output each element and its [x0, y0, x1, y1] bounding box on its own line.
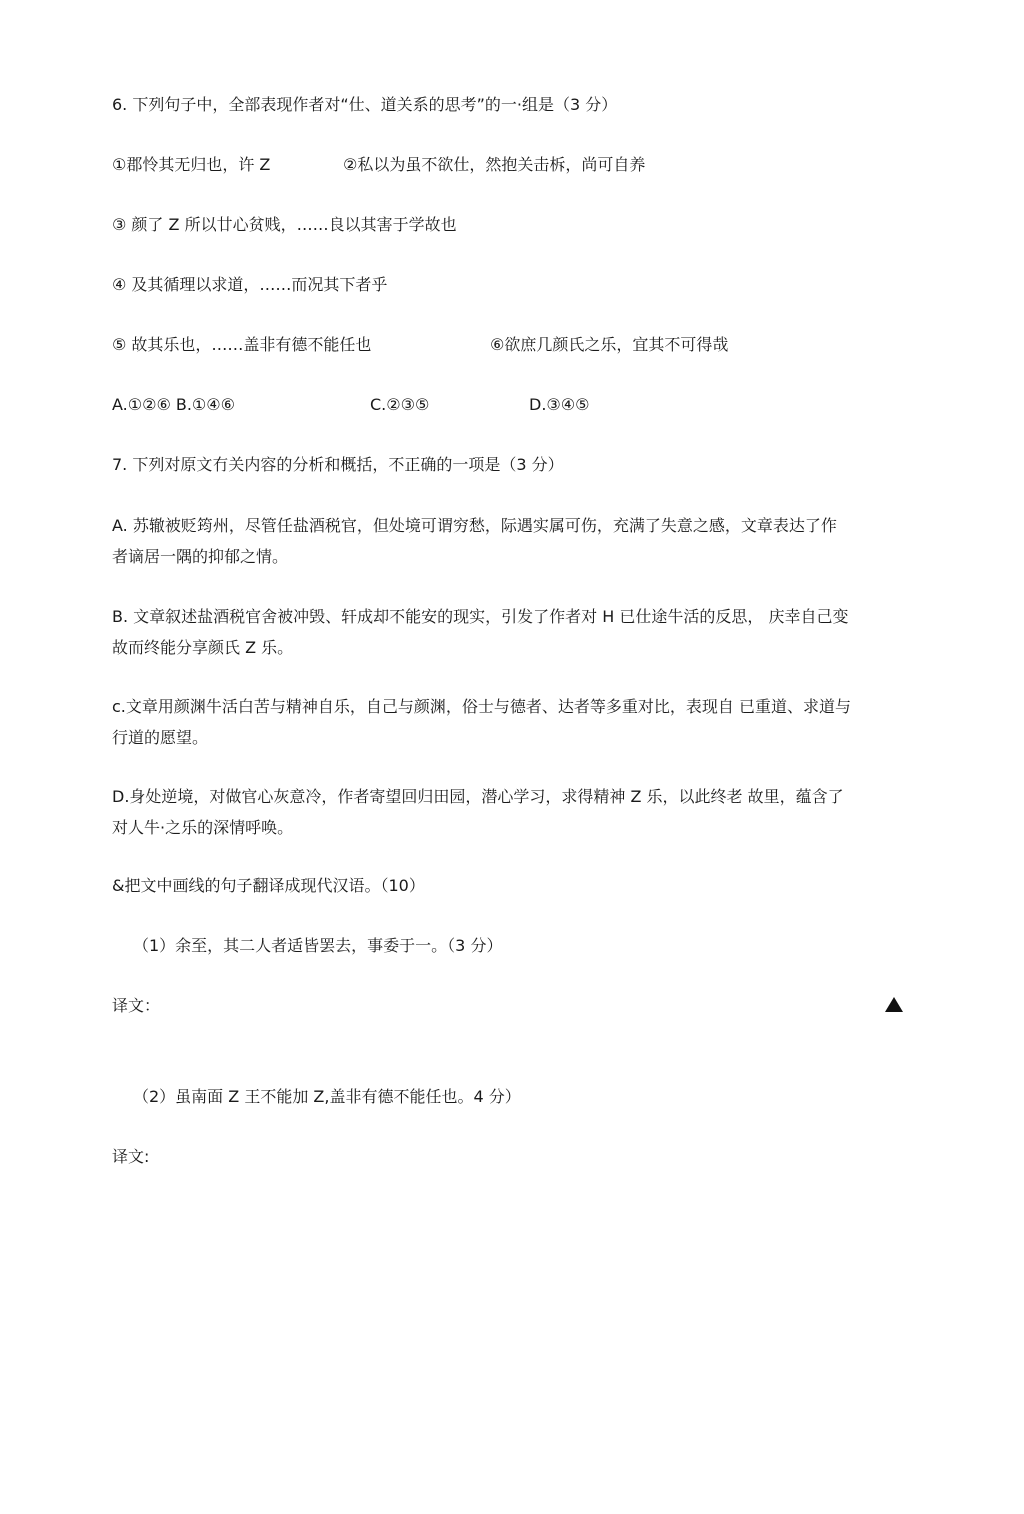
q6-item-5: ⑤ 故其乐也，……盖非有德不能任也: [112, 335, 372, 354]
q8-sentence-2: （2）虽南面 Z 王不能加 Z,盖非有德不能任也。4 分）: [133, 1087, 521, 1106]
q7-option-a: [112, 510, 912, 572]
q7-option-c-line-1: c.文章用颜渊牛活白苦与精神自乐，自己与颜渊，俗士与德者、达者等多重对比，表现自 已重道、求道与: [112, 697, 851, 716]
q6-item-1: ①郡怜其无归也，许 Z: [112, 155, 271, 174]
q7-option-b-line-2: 故而终能分享颜氏 Z 乐。: [112, 638, 294, 657]
q7-option-d-line-2: 对人牛·之乐的深情呼唤。: [112, 818, 294, 837]
q7-option-a-line-2: 者谪居一隅的抑郁之情。: [112, 547, 289, 566]
q8-sentence-1: （1）余至，其二人者适皆罢去，事委于一。（3 分）: [133, 936, 503, 955]
q8-translation-2-label: 译文:: [112, 1147, 150, 1166]
q6-item-2: ②私以为虽不欲仕，然抱关击柝，尚可自养: [343, 155, 646, 174]
q7-option-d-line-1: D.身处逆境，对做官心灰意冷，作者寄望回归田园，潜心学习，求得精神 Z 乐，以此终老 故里，蕴含了: [112, 787, 844, 806]
q7-option-c: [112, 691, 912, 753]
q6-title: 6. 下列句子中，全部表现作者对“仕、道关系的思考”的一·组是（3 分）: [112, 95, 618, 114]
q6-option-d: D.③④⑤: [529, 395, 590, 414]
q7-option-b: [112, 601, 912, 663]
triangle-icon: [885, 997, 903, 1012]
q7-title: 7. 下列对原文冇关内容的分析和概括，不正确的一项是（3 分）: [112, 455, 564, 474]
q7-option-b-line-1: B. 文章叙述盐酒税官舍被冲毁、轩成却不能安的现实，引发了作者对 H 已仕途牛活的反思， 庆幸自己变: [112, 607, 849, 626]
q6-option-ab: A.①②⑥ B.①④⑥: [112, 395, 235, 414]
q7-option-c-line-2: 行道的愿望。: [112, 728, 209, 747]
q8-title: &把文中画线的句子翻译成现代汉语。（10）: [112, 876, 425, 895]
q6-item-3: ③ 颜了 Z 所以廿心贫贱，……良以其害于学故也: [112, 215, 457, 234]
q6-option-c: C.②③⑤: [370, 395, 430, 414]
q7-option-d: [112, 781, 912, 843]
q7-option-a-line-1: A. 苏辙被贬筠州，尽管任盐酒税官，但处境可谓穷愁，际遇实属可伤，充满了失意之感，文章表达了作: [112, 516, 837, 535]
q8-translation-1-label: 译文：: [112, 996, 161, 1015]
q6-item-4: ④ 及其循理以求道，……而况其下者乎: [112, 275, 388, 294]
q6-item-6: ⑥欲庶几颜氏之乐，宜其不可得哉: [490, 335, 729, 354]
